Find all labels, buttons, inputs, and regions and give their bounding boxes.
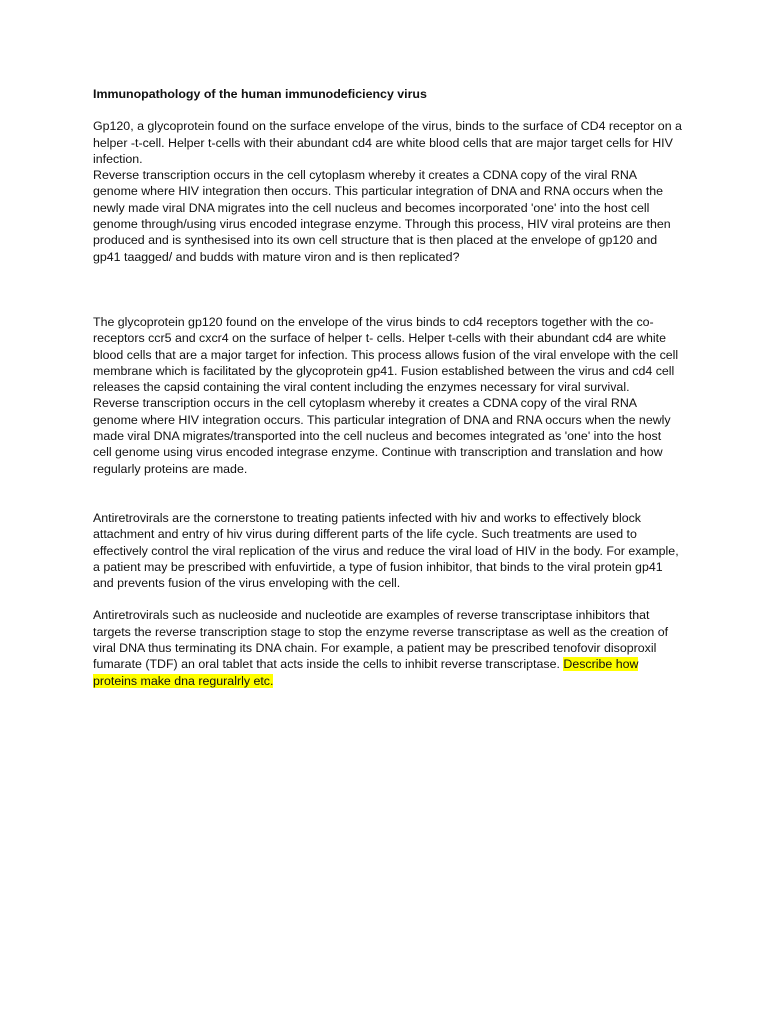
highlighted-note: Describe how proteins make dna reguralrly etc. — [93, 657, 639, 688]
section3-paragraph-2-text: Antiretrovirals such as nucleoside and nucleotide are examples of reverse transcriptase inhibitors that targets the reverse transcription stage to stop the enzyme reverse transcriptase as well as the creation of viral DNA thus terminating its DNA chain. For example, a patient may be prescribed tenofovir disoproxil fumarate (TDF) an oral tablet that acts inside the cells to inhibit reverse transcriptase. — [93, 608, 669, 672]
section1-paragraph-2: Reverse transcription occurs in the cell cytoplasm whereby it creates a CDNA copy of the viral RNA genome where HIV integration then occurs. This particular integration of DNA and RNA occurs when the newly made viral DNA migrates into the cell nucleus and becomes incorporated 'one' into the host cell genome through/using virus encoded integrase enzyme. Through this process, HIV viral proteins are then produced and is synthesised into its own cell structure that is then placed at the envelope of gp120 and gp41 taagged/ and budds with mature viron and is then replicated? — [93, 168, 671, 264]
spacer — [93, 591, 683, 607]
document-title: Immunopathology of the human immunodeficiency virus — [93, 87, 427, 101]
document-body — [93, 86, 683, 689]
section3-paragraph-1: Antiretrovirals are the cornerstone to treating patients infected with hiv and works to effectively block attachment and entry of hiv virus during different parts of the life cycle. Such treatments are used to effectively control the viral replication of the virus and reduce the viral load of HIV in the body. For example, a patient may be prescribed with enfuvirtide, a type of fusion inhibitor, that binds to the viral protein gp41 and prevents fusion of the virus enveloping with the cell. — [93, 510, 679, 591]
section1-paragraph-1: Gp120, a glycoprotein found on the surface envelope of the virus, binds to the surface of CD4 receptor on a helper -t-cell. Helper t-cells with their abundant cd4 are white blood cells that are major target cells for HIV infection. — [93, 119, 682, 166]
section2-paragraph-2: Reverse transcription occurs in the cell cytoplasm whereby it creates a CDNA copy of the viral RNA genome where HIV integration occurs. This particular integration of DNA and RNA occurs when the newly made viral DNA migrates/transported into the cell nucleus and becomes integrated as 'one' into the host cell genome using virus encoded integrase enzyme. Continue with transcription and translation and how regularly proteins are made. — [93, 396, 671, 476]
section3-paragraph-2 — [93, 607, 683, 688]
spacer — [93, 477, 683, 510]
section2-paragraph-1: The glycoprotein gp120 found on the envelope of the virus binds to cd4 receptors together with the co-receptors ccr5 and cxcr4 on the surface of helper t- cells. Helper t-cells with their abundant cd4 are white blood cells that are a major target for infection. This process allows fusion of the viral envelope with the cell membrane which is facilitated by the glycoprotein gp41. Fusion established between the virus and cd4 cell releases the capsid containing the viral content including the enzymes necessary for viral survival. — [93, 314, 679, 395]
spacer — [93, 265, 683, 314]
